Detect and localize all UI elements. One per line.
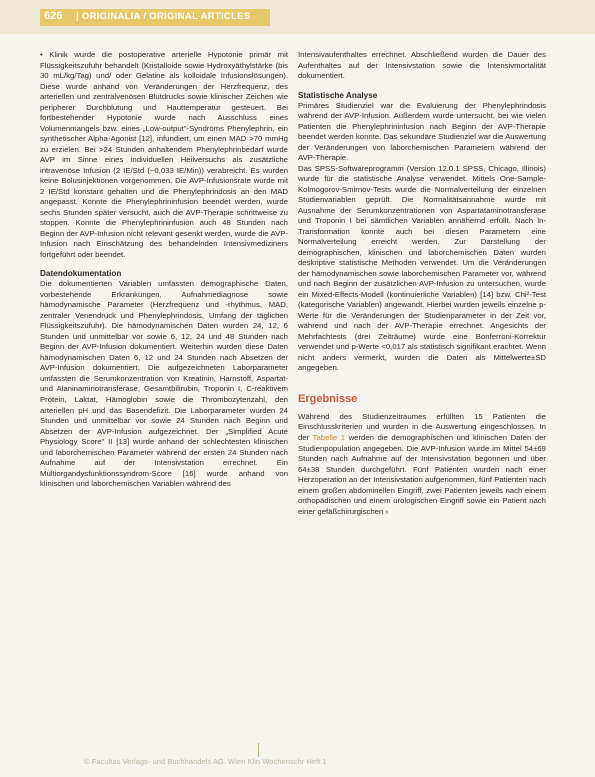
heading-datendokumentation: Datendokumentation xyxy=(40,269,122,279)
paragraph-study-aims: Primäres Studienziel war die Evaluierung der Phenylephrindosis während der AVP-Infusion. Außerdem wurde untersucht, bei wie vielen Patienten die Phenylephrininfusion nach Beginn der AVP-Therapie beendet werden konnte. Das sekundäre Studienziel war die Auswertung der Veränderungen von laborchemischen Parametern während der AVP-Therapie. xyxy=(298,100,546,163)
page-footer xyxy=(0,743,595,777)
paragraph-results: Während des Studienzeitraumes erfüllten 15 Patienten die Einschlusskriterien und wurden in die Auswertung eingeschlossen. In der Tabelle 1 werden die demographischen und klinischen Daten der Studienpopulation angegeben. Die AVP-Infusion wurde im Mittel 54±69 Stunden nach Aufnahme auf der Intensivstation begonnen und über 64±38 Stunden durchgeführt. Fünf Patienten wurden nach einer Herzoperation an der Intensivstation aufgenommen, fünf Patienten nach einem großen abdominellen Eingriff, zwei Patienten jeweils nach einem orthopädischen und einem urologischen Eingriff sowie ein Patient nach einer gefäßchirurgischen › xyxy=(298,411,547,516)
paragraph-documentation: Die dokumentierten Variablen umfassten demographische Daten, vorbestehende Erkrankungen, Aufnahmediagnose sowie hämodynamische Parameter (Herzfrequenz und -rhythmus, MAD, zentraler Venendruck und Phenylephrindosis, Umfang der täglichen Flüssigkeitszufuhr). Die hämodynamischen Daten wurden 24, 12, 6 Stunden und unmittelbar vor sowie 6, 12, 24 und 48 Stunden nach Beginn der AVP-Infusion dokumentiert. Weiterhin wurden diese Daten hämodynamischen Daten 6, 12 und 24 Stunden nach Absetzen der AVP-Infusion dokumentiert. Die aufgezeichneten Laborparameter umfassten die Serumkonzentration von Kreatinin, Harnstoff, Aspartat- und Alaninaminotransferase, Gesamtbilirubin, Troponin I, C-reaktivem Protein, Laktat, Hämoglobin sowie die Thrombozytenzahl, den arteriellen pH und das Basendefizit. Die Laborparameter wurden 24 Stunden und unmittelbar vor sowie 24 Stunden nach Beginn und Absetzen der AVP-Infusion aufgezeichnet. Der „Simplified Acute Physiology Score" II [13] wurde anhand der schlechtesten klinischen und laborchemischen Parameter während der ersten 24 Stunden nach Aufnahme auf der Intensivstation errechnet. Ein Multiorgandysfunktionssyndrom-Score [16] wurde anhand von klinischen und laborchemischen Variablen während des xyxy=(40,279,288,489)
heading-ergebnisse: Ergebnisse xyxy=(298,392,358,405)
left-column xyxy=(40,50,288,490)
page-header xyxy=(0,0,595,34)
footer-divider xyxy=(258,743,259,757)
paragraph-statistics: Das SPSS-Softwareprogramm (Version 12.0.1 SPSS, Chicago, Illinois) wurde für die statistische Analyse verwendet. Mittels One-Sample-Kolmogorov-Smirnov-Tests wurde die Normalverteilung der einzelnen Studienvariablen geprüft. Die Normalitätsannahme wurde mit Ausnahme der Serumkonzentrationen von Aspartataminotransferase und Troponin I bei sämtlichen Variablen annähernd erfüllt. Nach ln-Transformation konnte auch bei diesen Parametern eine Normalverteilung erreicht werden. Zur Darstellung der demographischen, klinischen und laborchemischen Daten wurden deskriptive statistische Methoden verwendet. Um die Veränderungen der hämodynamischen sowie laborchemischen Parameter vor, während und nach Beginn der zusätzlichen AVP-Infusion zu untersuchen, wurde ein Mixed-Effects-Modell (kontinuierliche Variablen) [14] bzw. Chi²-Test (kategorische Variablen) angewandt. Hierbei wurden jeweils einzelne p-Werte für die Veränderungen der Studienparameter in der Zeit vor, während und nach der AVP-Therapie errechnet. Angesichts der Mehrfachtests (drei Zeiträume) wurde eine Bonferroni-Korrektur verwendet und p-Werte <0,017 als statistisch signifikant erachtet. Wenn nicht anders vermerkt, wurden die Daten als Mittelwerte±SD angegeben. xyxy=(298,163,546,373)
heading-statistische-analyse: Statistische Analyse xyxy=(298,90,378,100)
footer-copyright: © Facultas Verlags- und Buchhandels AG. Wien Klin Wochenschr Heft 1 xyxy=(84,757,327,766)
section-title: | ORIGINALIA / ORIGINAL ARTICLES xyxy=(76,11,251,22)
paragraph-intensive-stay: Intensivaufenthaltes errechnet. Abschließend wurden die Dauer des Aufenthaltes auf der Intensivstation sowie die Intensivmortalität dokumentiert. xyxy=(298,50,546,81)
page-number: 626 xyxy=(44,10,63,22)
paragraph-therapy: • Klinik wurde die postoperative arterielle Hypotonie primär mit Flüssigkeitszufuhr behandelt (Kristalloide sowie Hydroxyäthylstärke (bis 30 mL/kg/Tag) und/ oder Gelatine als kolloidale Infusionslösungen). Diese wurde anhand von Veränderungen der Herzfrequenz, des arteriellen und zentralvenösen Blutdrucks sowie klinischer Zeichen wie peripherer Durchblutung und Hauttemperatur gesteuert. Bei fortbestehender Hypotonie wurde nach Ausschluss eines Volumenmangels bzw. eines „Low-output"-Syndroms Phenylephrin, ein synthetischer Alpha-Agonist [12], infundiert, um einen MAD >70 mmHg zu erzielen. Bei >24 Stunden anhaltendem Phenylephrinbedarf wurde AVP im Sinne eines individuellen Heilversuchs als zusätzliche intravenöse Infusion (2 IE/Std (~0,033 IE/Min)) verabreicht. Es wurden keine Bolusinjektionen vorgenommen. Die AVP-Infusionsrate wurde mit 2 IE/Std konstant gehalten und die Phenylephrindosis an den MAD angepasst. Konnte die Phenylephrininfusion beendet werden, wurde sechs Stunden später versucht, auch die AVP-Therapie schrittweise zu stoppen. Konnte die Phenylephrininfusion auch 48 Stunden nach Beginn der AVP-Infusion nicht relevant gesenkt werden, wurde die AVP-Infusion nach Einschätzung des behandelnden Intensivmediziners fortgeführt oder beendet. xyxy=(40,50,288,259)
table-1-link[interactable]: Tabelle 1 xyxy=(312,432,346,442)
right-column xyxy=(298,50,546,517)
